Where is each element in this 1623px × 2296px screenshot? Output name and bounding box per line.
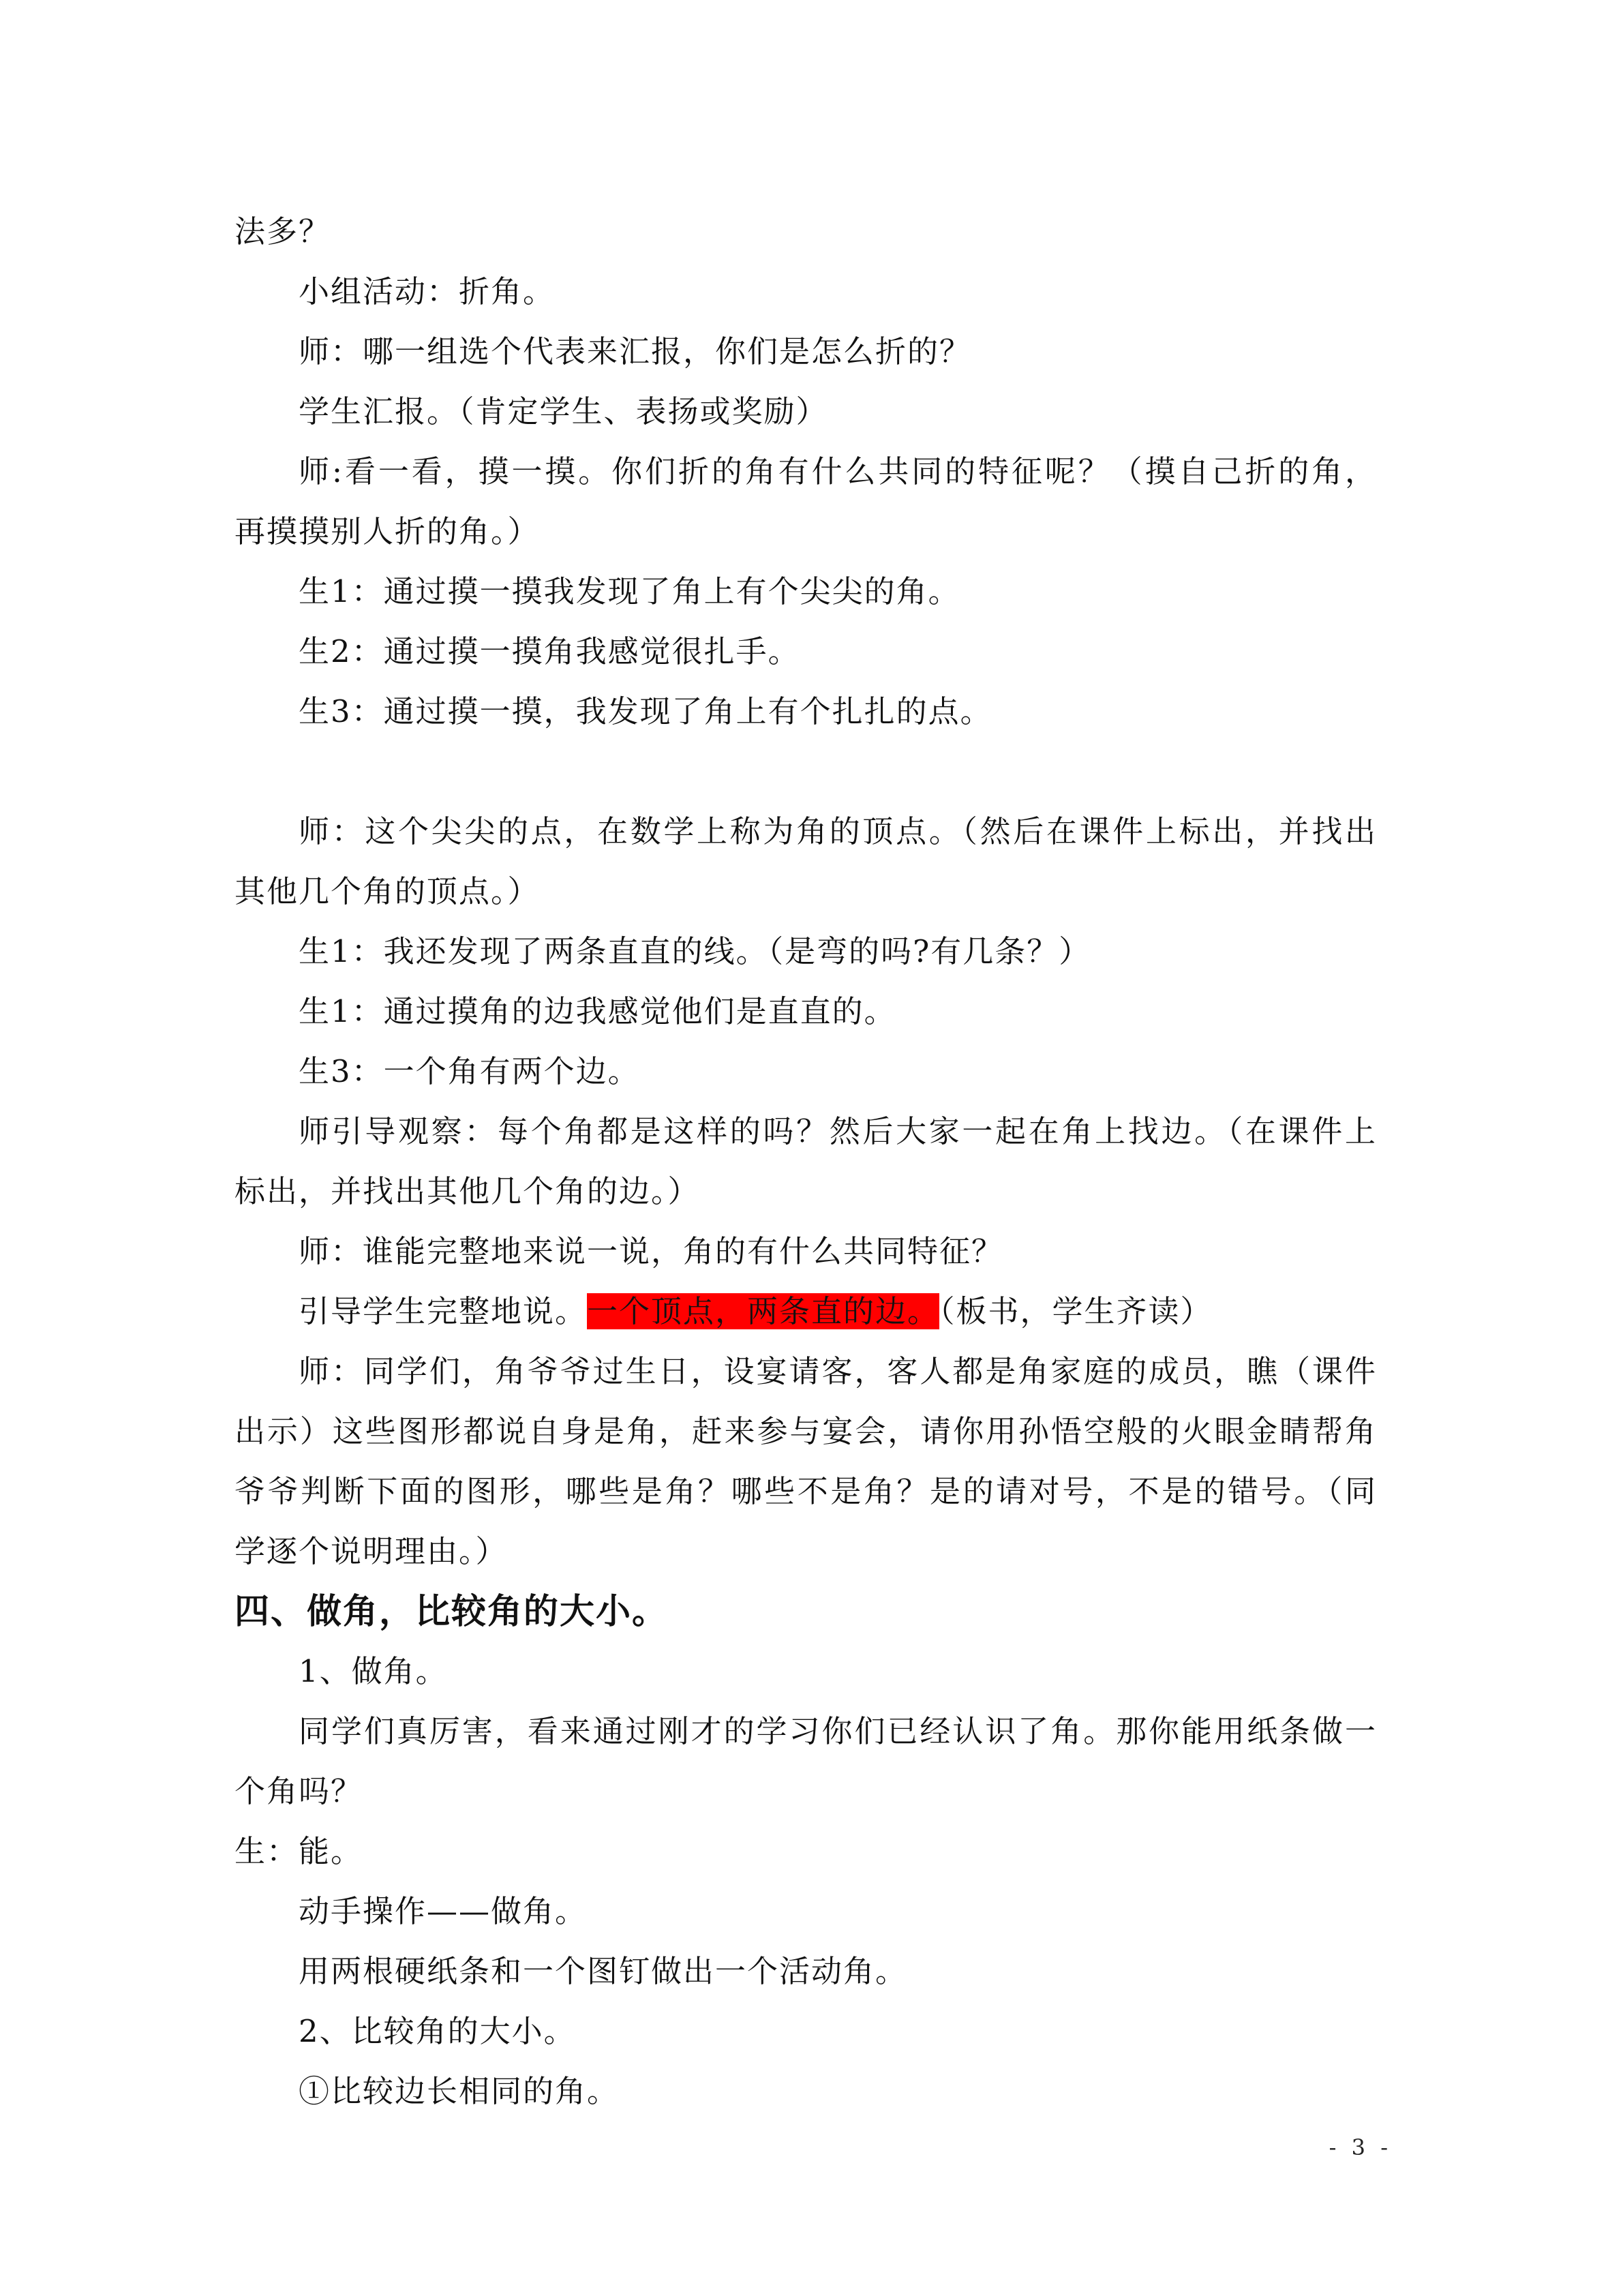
document-body (234, 202, 1377, 2121)
text-line: 2、比较角的大小。 (299, 2013, 576, 2049)
text-line: 师：这个尖尖的点，在数学上称为角的顶点。（然后在课件上标出，并找出 (299, 813, 1377, 849)
paragraph (234, 1882, 1377, 1942)
text-line: 生1：通过摸一摸我发现了角上有个尖尖的角。 (299, 573, 960, 609)
paragraph (234, 322, 1377, 382)
text-line: 学生汇报。（肯定学生、表扬或奖励） (299, 393, 828, 429)
blank-line (234, 742, 1377, 802)
paragraph (234, 2061, 1377, 2121)
text-line: 个角吗？ (234, 1773, 363, 1809)
paragraph (234, 262, 1377, 322)
text-line: 用两根硬纸条和一个图钉做出一个活动角。 (299, 1953, 908, 1989)
text-line: 生1：我还发现了两条直直的线。（是弯的吗?有几条？） (299, 933, 1091, 969)
text-line: 再摸摸别人折的角。） (234, 513, 540, 549)
text-line: 生2：通过摸一摸角我感觉很扎手。 (299, 633, 800, 669)
paragraph (234, 382, 1377, 442)
text-line (234, 1282, 1377, 1342)
text-line: 学逐个说明理由。） (234, 1533, 508, 1569)
paragraph (234, 1102, 1377, 1222)
text-line: ①比较边长相同的角。 (299, 2073, 620, 2109)
page-number: - 3 - (1329, 2134, 1392, 2160)
paragraph (234, 442, 1377, 562)
paragraph (234, 562, 1377, 622)
paragraph (234, 202, 1377, 262)
text-line: 师：同学们，角爷爷过生日，设宴请客，客人都是角家庭的成员，瞧（课件 (299, 1353, 1377, 1389)
paragraph (234, 922, 1377, 982)
text-line: 生3：一个角有两个边。 (299, 1053, 640, 1089)
text-line: 生：能。 (234, 1833, 363, 1869)
text-run: （板书，学生齐读） (939, 1293, 1213, 1329)
text-line: 其他几个角的顶点。） (234, 873, 540, 909)
text-line: 爷爷判断下面的图形，哪些是角？哪些不是角？是的请对号，不是的错号。（同 (234, 1473, 1377, 1509)
highlighted-text: 一个顶点，两条直的边。 (587, 1293, 940, 1329)
paragraph (234, 1042, 1377, 1102)
text-line: 标出，并找出其他几个角的边。） (234, 1173, 700, 1209)
section-heading: 四、做角，比较角的大小。 (234, 1591, 669, 1632)
text-line: 出示）这些图形都说自身是角，赶来参与宴会，请你用孙悟空般的火眼金睛帮角 (234, 1413, 1377, 1449)
paragraph (234, 622, 1377, 682)
paragraph (234, 1942, 1377, 2002)
paragraph (234, 1702, 1377, 1822)
text-run: 引导学生完整地说。 (299, 1293, 588, 1329)
text-line: 师：哪一组选个代表来汇报，你们是怎么折的？ (299, 333, 972, 369)
text-line: 生1：通过摸角的边我感觉他们是直直的。 (299, 993, 896, 1029)
paragraph (234, 982, 1377, 1042)
text-line: 法多？ (234, 213, 331, 250)
text-line: 师:看一看，摸一摸。你们折的角有什么共同的特征呢？（摸自己折的角， (299, 453, 1377, 489)
paragraph (234, 1222, 1377, 1282)
paragraph (234, 1342, 1377, 1582)
text-line: 1、做角。 (299, 1653, 448, 1689)
paragraph (234, 2002, 1377, 2061)
text-line: 生3：通过摸一摸，我发现了角上有个扎扎的点。 (299, 693, 992, 729)
text-line: 同学们真厉害，看来通过刚才的学习你们已经认识了角。那你能用纸条做一 (299, 1713, 1377, 1749)
text-line: 师：谁能完整地来说一说，角的有什么共同特征？ (299, 1233, 1004, 1269)
paragraph (234, 682, 1377, 742)
paragraph (234, 1822, 1377, 1882)
paragraph (234, 1282, 1377, 1342)
paragraph (234, 1642, 1377, 1702)
text-line: 小组活动：折角。 (299, 273, 556, 309)
text-line: 动手操作——做角。 (299, 1893, 588, 1929)
paragraph (234, 802, 1377, 922)
text-line: 师引导观察：每个角都是这样的吗？然后大家一起在角上找边。（在课件上 (299, 1113, 1377, 1149)
